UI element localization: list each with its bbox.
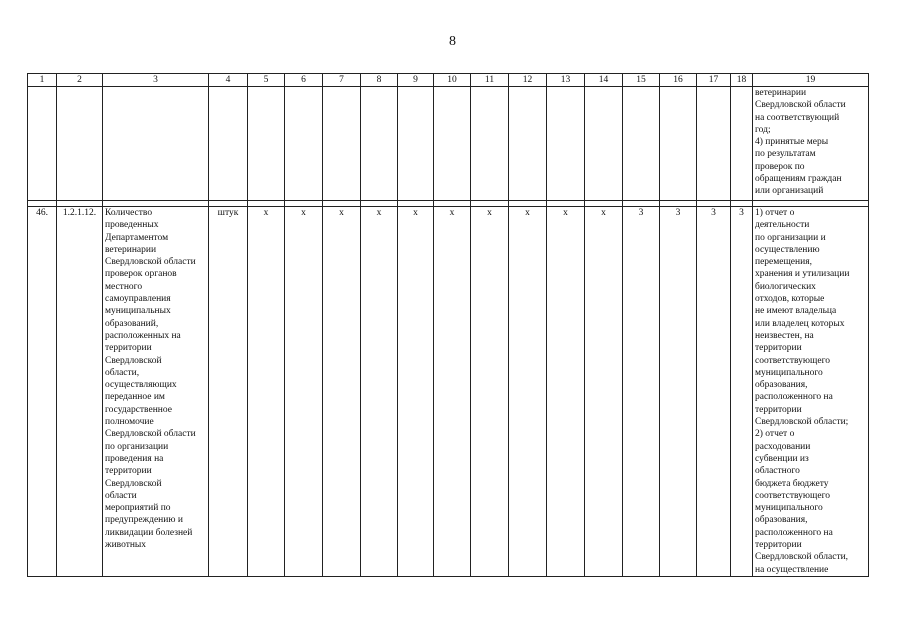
value-cell: 3 [623,207,660,577]
table-row-46 [28,207,869,577]
text-line: расположенного на [755,527,833,538]
text-line: соответствующего [755,355,830,366]
row-number-cell: 46. [28,207,57,577]
text-line: ликвидации болезней [105,527,193,538]
text-line: области [105,490,137,501]
header-cell: 7 [323,74,361,87]
header-cell: 5 [248,74,285,87]
value-cell: x [471,207,509,577]
text-line: соответствующего [755,490,830,501]
text-line: проведения на [105,453,164,464]
value-cell: x [585,207,623,577]
text-line: Свердловской области [755,100,846,111]
text-line: обращениям граждан [755,174,842,185]
text-line: ветеринарии [755,88,807,98]
text-line: проверок органов [105,269,177,280]
text-line: местного [105,281,143,292]
text-line: Количество [105,208,153,218]
value-cell: x [285,207,323,577]
text-line: территории [755,343,802,354]
text-line: ветеринарии [105,244,157,255]
text-line: проведенных [105,220,159,231]
header-cell: 14 [585,74,623,87]
page-number: 8 [449,34,456,49]
text-line: расходовании [755,441,811,452]
text-line: хранения и утилизации [755,269,850,280]
header-cell: 4 [209,74,248,87]
text-line: по организации [105,441,169,452]
continuation-row [28,87,869,201]
value-cell: x [434,207,471,577]
text-line: Свердловской области [105,257,196,268]
text-line: животных [105,540,147,551]
header-cell: 17 [697,74,731,87]
column-number-header-row [28,74,869,87]
text-line: 2) отчет о [755,429,795,440]
text-line: не имеют владельца [755,306,837,317]
text-line: субвенции из [755,453,809,464]
header-cell: 12 [509,74,547,87]
text-line: год; [755,124,771,135]
header-cell: 9 [398,74,434,87]
text-line: полномочие [105,417,154,428]
text-line: областного [755,466,800,477]
text-line: 4) принятые меры [755,137,829,148]
text-line: самоуправления [105,294,171,305]
text-line: Свердловской [105,478,162,489]
header-cell: 15 [623,74,660,87]
value-cell: 3 [731,207,753,577]
indicator-table [27,73,869,577]
text-line: образования, [755,380,808,391]
text-line: области, [105,367,140,378]
source-data-cell [753,207,869,577]
text-line: территории [755,404,802,415]
header-cell: 19 [753,74,869,87]
text-line: проверок по [755,161,805,172]
text-line: деятельности [755,220,810,231]
text-line: государственное [105,404,172,415]
text-line: территории [105,466,152,477]
text-line: осуществляющих [105,380,177,391]
value-cell: x [509,207,547,577]
text-line: перемещения, [755,257,812,268]
text-line: мероприятий по [105,503,171,514]
header-cell: 6 [285,74,323,87]
value-cell: 3 [697,207,731,577]
text-line: территории [105,343,152,354]
header-cell: 10 [434,74,471,87]
header-cell: 18 [731,74,753,87]
text-line: Свердловской области, [755,552,849,563]
text-line: Департаментом [105,232,169,243]
continuation-col19-cell [753,87,869,201]
text-line: переданное им [105,392,165,403]
text-line: или организаций [755,186,824,197]
text-line: неизвестен, на [755,330,814,341]
text-line: муниципальных [105,306,171,317]
header-cell: 11 [471,74,509,87]
text-line: по результатам [755,149,816,160]
text-line: территории [755,540,802,551]
header-cell: 16 [660,74,697,87]
text-line: по организации и [755,232,826,243]
text-line: муниципального [755,503,823,514]
header-cell: 8 [361,74,398,87]
value-cell: x [547,207,585,577]
value-cell: x [323,207,361,577]
text-line: на соответствующий [755,112,840,123]
text-line: расположенных на [105,330,181,341]
value-cell: x [398,207,434,577]
text-line: Свердловской области [105,429,196,440]
header-cell: 13 [547,74,585,87]
text-line: осуществлению [755,244,820,255]
header-cell: 3 [103,74,209,87]
text-line: 1) отчет о [755,208,795,218]
text-line: Свердловской [105,355,162,366]
text-line: предупреждению и [105,515,183,526]
indicator-description-cell [103,207,209,577]
text-line: Свердловской области; [755,417,849,428]
text-line: или владелец которых [755,318,845,329]
text-line: образований, [105,318,159,329]
header-cell: 2 [57,74,103,87]
text-line: бюджета бюджету [755,478,829,489]
row-code-cell: 1.2.1.12. [57,207,103,577]
unit-cell: штук [209,207,248,577]
text-line: образования, [755,515,808,526]
value-cell: x [248,207,285,577]
header-cell: 1 [28,74,57,87]
text-line: расположенного на [755,392,833,403]
value-cell: 3 [660,207,697,577]
text-line: биологических [755,281,816,292]
text-line: отходов, которые [755,294,825,305]
text-line: муниципального [755,367,823,378]
text-line: на осуществление [755,564,829,575]
value-cell: x [361,207,398,577]
